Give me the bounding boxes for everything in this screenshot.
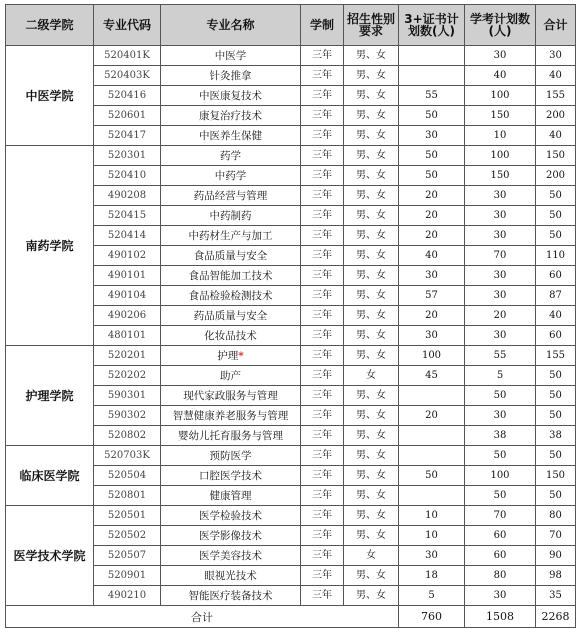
gender-cell: 男、女 — [344, 286, 399, 306]
major-code-cell: 520901 — [94, 566, 161, 586]
exam-plan-cell: 70 — [465, 246, 536, 266]
row-total-cell: 155 — [536, 86, 576, 106]
header-duration: 学制 — [301, 5, 344, 46]
row-total-cell: 60 — [536, 326, 576, 346]
exam-plan-cell: 30 — [465, 286, 536, 306]
key-major-marker: * — [238, 349, 244, 362]
major-name-cell — [161, 526, 301, 546]
gender-cell: 男、女 — [344, 306, 399, 326]
major-code-cell: 490206 — [94, 306, 161, 326]
cert-plan-cell: 30 — [399, 266, 465, 286]
major-code-cell: 520410 — [94, 166, 161, 186]
college-cell: 南药学院 — [6, 146, 94, 346]
cert-plan-cell: 57 — [399, 286, 465, 306]
major-name-cell — [161, 426, 301, 446]
major-name-cell — [161, 466, 301, 486]
grand-total-label: 合计 — [6, 606, 399, 628]
major-name-text: 食品质量与安全 — [193, 249, 268, 262]
header-exam-plan: 学考计划数(人) — [465, 5, 536, 46]
cert-plan-cell: 30 — [399, 326, 465, 346]
row-total-cell: 50 — [536, 226, 576, 246]
header-name: 专业名称 — [161, 5, 301, 46]
header-cert-plan: 3+证书计划数(人) — [399, 5, 465, 46]
gender-cell: 男、女 — [344, 446, 399, 466]
row-total-cell: 50 — [536, 486, 576, 506]
cert-plan-cell: 55 — [399, 86, 465, 106]
major-name-cell — [161, 66, 301, 86]
row-total-cell: 200 — [536, 166, 576, 186]
duration-cell: 三年 — [301, 566, 344, 586]
exam-plan-cell: 5 — [465, 366, 536, 386]
major-name-text: 药品质量与安全 — [193, 309, 268, 322]
gender-cell: 男、女 — [344, 466, 399, 486]
gender-cell: 男、女 — [344, 246, 399, 266]
major-code-cell: 490208 — [94, 186, 161, 206]
cert-plan-cell: 20 — [399, 306, 465, 326]
major-name-cell — [161, 246, 301, 266]
exam-plan-cell: 100 — [465, 466, 536, 486]
major-name-cell — [161, 326, 301, 346]
major-name-text: 预防医学 — [209, 449, 252, 462]
table-row — [6, 46, 576, 66]
exam-plan-cell: 100 — [465, 146, 536, 166]
row-total-cell: 50 — [536, 206, 576, 226]
cert-plan-cell: 5 — [399, 586, 465, 606]
exam-plan-cell: 100 — [465, 86, 536, 106]
gender-cell: 男、女 — [344, 566, 399, 586]
duration-cell: 三年 — [301, 66, 344, 86]
row-total-cell: 30 — [536, 46, 576, 66]
major-code-cell: 490102 — [94, 246, 161, 266]
major-name-cell — [161, 206, 301, 226]
row-total-cell: 40 — [536, 126, 576, 146]
gender-cell: 男、女 — [344, 326, 399, 346]
major-code-cell: 590302 — [94, 406, 161, 426]
row-total-cell: 40 — [536, 66, 576, 86]
duration-cell: 三年 — [301, 46, 344, 66]
gender-cell: 男、女 — [344, 166, 399, 186]
duration-cell: 三年 — [301, 226, 344, 246]
major-code-cell: 490104 — [94, 286, 161, 306]
gender-cell: 男、女 — [344, 126, 399, 146]
enrollment-plan-sheet — [5, 4, 575, 628]
exam-plan-cell: 150 — [465, 106, 536, 126]
major-name-cell — [161, 446, 301, 466]
cert-plan-cell — [399, 386, 465, 406]
major-name-text: 智慧健康养老服务与管理 — [172, 409, 289, 422]
major-code-cell: 590301 — [94, 386, 161, 406]
major-code-cell: 520801 — [94, 486, 161, 506]
row-total-cell: 87 — [536, 286, 576, 306]
exam-plan-cell: 40 — [465, 66, 536, 86]
major-code-cell: 520502 — [94, 526, 161, 546]
duration-cell: 三年 — [301, 486, 344, 506]
major-name-text: 药学 — [220, 149, 241, 162]
major-name-text: 婴幼儿托育服务与管理 — [178, 429, 283, 442]
college-cell: 医学技术学院 — [6, 506, 94, 606]
duration-cell: 三年 — [301, 146, 344, 166]
exam-plan-cell: 10 — [465, 126, 536, 146]
cert-plan-cell: 40 — [399, 246, 465, 266]
gender-cell: 女 — [344, 546, 399, 566]
major-name-text: 食品智能加工技术 — [188, 269, 273, 282]
major-name-text: 眼视光技术 — [204, 569, 257, 582]
duration-cell: 三年 — [301, 586, 344, 606]
major-name-cell — [161, 566, 301, 586]
major-name-text: 现代家政服务与管理 — [183, 389, 278, 402]
duration-cell: 三年 — [301, 106, 344, 126]
major-code-cell: 490101 — [94, 266, 161, 286]
table-row — [6, 346, 576, 366]
major-name-text: 助产 — [220, 369, 241, 382]
row-total-cell: 35 — [536, 586, 576, 606]
exam-plan-cell: 30 — [465, 266, 536, 286]
enrollment-plan-table — [5, 4, 576, 628]
row-total-cell: 80 — [536, 506, 576, 526]
major-name-cell — [161, 486, 301, 506]
major-name-cell — [161, 406, 301, 426]
gender-cell: 男、女 — [344, 406, 399, 426]
gender-cell: 男、女 — [344, 526, 399, 546]
major-name-cell — [161, 146, 301, 166]
cert-plan-cell: 50 — [399, 146, 465, 166]
exam-plan-cell: 50 — [465, 486, 536, 506]
major-code-cell: 520416 — [94, 86, 161, 106]
major-code-cell: 520415 — [94, 206, 161, 226]
cert-plan-cell: 50 — [399, 166, 465, 186]
exam-plan-cell: 30 — [465, 586, 536, 606]
cert-plan-cell — [399, 446, 465, 466]
table-row — [6, 506, 576, 526]
major-name-text: 护理 — [217, 349, 239, 362]
header-code: 专业代码 — [94, 5, 161, 46]
duration-cell: 三年 — [301, 266, 344, 286]
cert-plan-cell: 20 — [399, 226, 465, 246]
row-total-cell: 50 — [536, 366, 576, 386]
cert-plan-cell: 30 — [399, 126, 465, 146]
gender-cell: 男、女 — [344, 46, 399, 66]
gender-cell: 男、女 — [344, 86, 399, 106]
major-name-cell — [161, 106, 301, 126]
gender-cell: 男、女 — [344, 486, 399, 506]
exam-plan-cell: 30 — [465, 186, 536, 206]
major-code-cell: 520403K — [94, 66, 161, 86]
college-cell: 临床医学院 — [6, 446, 94, 506]
major-code-cell: 520201 — [94, 346, 161, 366]
gender-cell: 男、女 — [344, 386, 399, 406]
cert-plan-cell — [399, 46, 465, 66]
cert-plan-cell: 45 — [399, 366, 465, 386]
duration-cell: 三年 — [301, 306, 344, 326]
major-name-cell — [161, 506, 301, 526]
row-total-cell: 150 — [536, 146, 576, 166]
major-name-text: 医学影像技术 — [199, 529, 262, 542]
table-header-row — [6, 5, 576, 46]
row-total-cell: 60 — [536, 266, 576, 286]
duration-cell: 三年 — [301, 246, 344, 266]
duration-cell: 三年 — [301, 166, 344, 186]
gender-cell: 男、女 — [344, 266, 399, 286]
exam-plan-cell: 55 — [465, 346, 536, 366]
duration-cell: 三年 — [301, 386, 344, 406]
major-code-cell: 520301 — [94, 146, 161, 166]
gender-cell: 男、女 — [344, 66, 399, 86]
exam-plan-cell: 80 — [465, 566, 536, 586]
row-total-cell: 90 — [536, 546, 576, 566]
exam-plan-cell: 50 — [465, 386, 536, 406]
exam-plan-cell: 50 — [465, 446, 536, 466]
row-total-cell: 50 — [536, 186, 576, 206]
major-name-text: 中医康复技术 — [199, 89, 262, 102]
major-name-text: 药品经营与管理 — [193, 189, 268, 202]
gender-cell: 男、女 — [344, 586, 399, 606]
major-name-cell — [161, 366, 301, 386]
row-total-cell: 50 — [536, 446, 576, 466]
duration-cell: 三年 — [301, 206, 344, 226]
college-cell: 中医学院 — [6, 46, 94, 146]
duration-cell: 三年 — [301, 186, 344, 206]
major-name-cell — [161, 226, 301, 246]
major-name-cell — [161, 306, 301, 326]
gender-cell: 男、女 — [344, 506, 399, 526]
gender-cell: 女 — [344, 366, 399, 386]
duration-cell: 三年 — [301, 286, 344, 306]
duration-cell: 三年 — [301, 546, 344, 566]
major-name-cell — [161, 346, 301, 366]
exam-plan-cell: 20 — [465, 306, 536, 326]
exam-plan-cell: 70 — [465, 506, 536, 526]
table-row — [6, 446, 576, 466]
major-name-text: 健康管理 — [209, 489, 252, 502]
exam-plan-cell: 38 — [465, 426, 536, 446]
major-name-text: 中药学 — [214, 169, 247, 182]
major-code-cell: 490210 — [94, 586, 161, 606]
major-code-cell: 520703K — [94, 446, 161, 466]
duration-cell: 三年 — [301, 426, 344, 446]
major-code-cell: 480101 — [94, 326, 161, 346]
gender-cell: 男、女 — [344, 106, 399, 126]
cert-plan-cell: 30 — [399, 546, 465, 566]
exam-plan-cell: 60 — [465, 546, 536, 566]
major-name-text: 食品检验检测技术 — [188, 289, 273, 302]
gender-cell: 男、女 — [344, 146, 399, 166]
cert-plan-cell — [399, 426, 465, 446]
row-total-cell: 155 — [536, 346, 576, 366]
major-name-cell — [161, 546, 301, 566]
major-code-cell: 520401K — [94, 46, 161, 66]
major-name-text: 口腔医学技术 — [199, 469, 262, 482]
gender-cell: 男、女 — [344, 186, 399, 206]
table-row — [6, 146, 576, 166]
cert-plan-cell: 50 — [399, 466, 465, 486]
row-total-cell: 50 — [536, 406, 576, 426]
row-total-cell: 38 — [536, 426, 576, 446]
cert-plan-cell — [399, 66, 465, 86]
major-name-text: 化妆品技术 — [204, 329, 257, 342]
cert-plan-cell: 10 — [399, 506, 465, 526]
major-name-cell — [161, 126, 301, 146]
major-name-cell — [161, 386, 301, 406]
major-name-cell — [161, 186, 301, 206]
row-total-cell: 98 — [536, 566, 576, 586]
major-name-cell — [161, 166, 301, 186]
row-total-cell: 150 — [536, 466, 576, 486]
major-name-text: 康复治疗技术 — [199, 109, 262, 122]
duration-cell: 三年 — [301, 466, 344, 486]
exam-plan-cell: 30 — [465, 46, 536, 66]
duration-cell: 三年 — [301, 366, 344, 386]
row-total-cell: 50 — [536, 386, 576, 406]
cert-plan-cell: 100 — [399, 346, 465, 366]
header-gender: 招生性别要求 — [344, 5, 399, 46]
duration-cell: 三年 — [301, 346, 344, 366]
row-total-cell: 40 — [536, 306, 576, 326]
exam-plan-cell: 60 — [465, 526, 536, 546]
grand-total-row — [6, 606, 576, 628]
exam-plan-cell: 30 — [465, 406, 536, 426]
major-code-cell: 520501 — [94, 506, 161, 526]
major-name-cell — [161, 586, 301, 606]
major-name-text: 中药制药 — [209, 209, 252, 222]
duration-cell: 三年 — [301, 526, 344, 546]
row-total-cell: 110 — [536, 246, 576, 266]
cert-plan-cell: 10 — [399, 526, 465, 546]
header-college: 二级学院 — [6, 5, 94, 46]
major-code-cell: 520504 — [94, 466, 161, 486]
exam-plan-cell: 30 — [465, 226, 536, 246]
cert-plan-cell: 50 — [399, 106, 465, 126]
major-code-cell: 520417 — [94, 126, 161, 146]
gender-cell: 男、女 — [344, 426, 399, 446]
exam-plan-cell: 30 — [465, 206, 536, 226]
grand-total-exam: 1508 — [465, 606, 536, 628]
row-total-cell: 70 — [536, 526, 576, 546]
major-name-cell — [161, 266, 301, 286]
row-total-cell: 200 — [536, 106, 576, 126]
major-code-cell: 520202 — [94, 366, 161, 386]
major-name-text: 医学检验技术 — [199, 509, 262, 522]
gender-cell: 男、女 — [344, 226, 399, 246]
grand-total-cert: 760 — [399, 606, 465, 628]
duration-cell: 三年 — [301, 126, 344, 146]
header-total: 合计 — [536, 5, 576, 46]
major-code-cell: 520802 — [94, 426, 161, 446]
major-name-text: 中医学 — [214, 49, 247, 62]
cert-plan-cell — [399, 486, 465, 506]
major-code-cell: 520601 — [94, 106, 161, 126]
duration-cell: 三年 — [301, 86, 344, 106]
major-code-cell: 520414 — [94, 226, 161, 246]
major-code-cell: 520507 — [94, 546, 161, 566]
gender-cell: 男、女 — [344, 346, 399, 366]
cert-plan-cell: 20 — [399, 186, 465, 206]
major-name-text: 智能医疗装备技术 — [188, 589, 273, 602]
exam-plan-cell: 30 — [465, 326, 536, 346]
table-body — [6, 46, 576, 606]
cert-plan-cell: 20 — [399, 206, 465, 226]
duration-cell: 三年 — [301, 446, 344, 466]
major-name-cell — [161, 86, 301, 106]
exam-plan-cell: 150 — [465, 166, 536, 186]
duration-cell: 三年 — [301, 326, 344, 346]
cert-plan-cell: 20 — [399, 406, 465, 426]
college-cell: 护理学院 — [6, 346, 94, 446]
duration-cell: 三年 — [301, 506, 344, 526]
major-name-text: 中医养生保健 — [199, 129, 262, 142]
duration-cell: 三年 — [301, 406, 344, 426]
gender-cell: 男、女 — [344, 206, 399, 226]
cert-plan-cell: 18 — [399, 566, 465, 586]
major-name-text: 医学美容技术 — [199, 549, 262, 562]
major-name-cell — [161, 286, 301, 306]
major-name-text: 中药材生产与加工 — [188, 229, 273, 242]
major-name-text: 针灸推拿 — [209, 69, 252, 82]
major-name-cell — [161, 46, 301, 66]
grand-total-sum: 2268 — [536, 606, 576, 628]
